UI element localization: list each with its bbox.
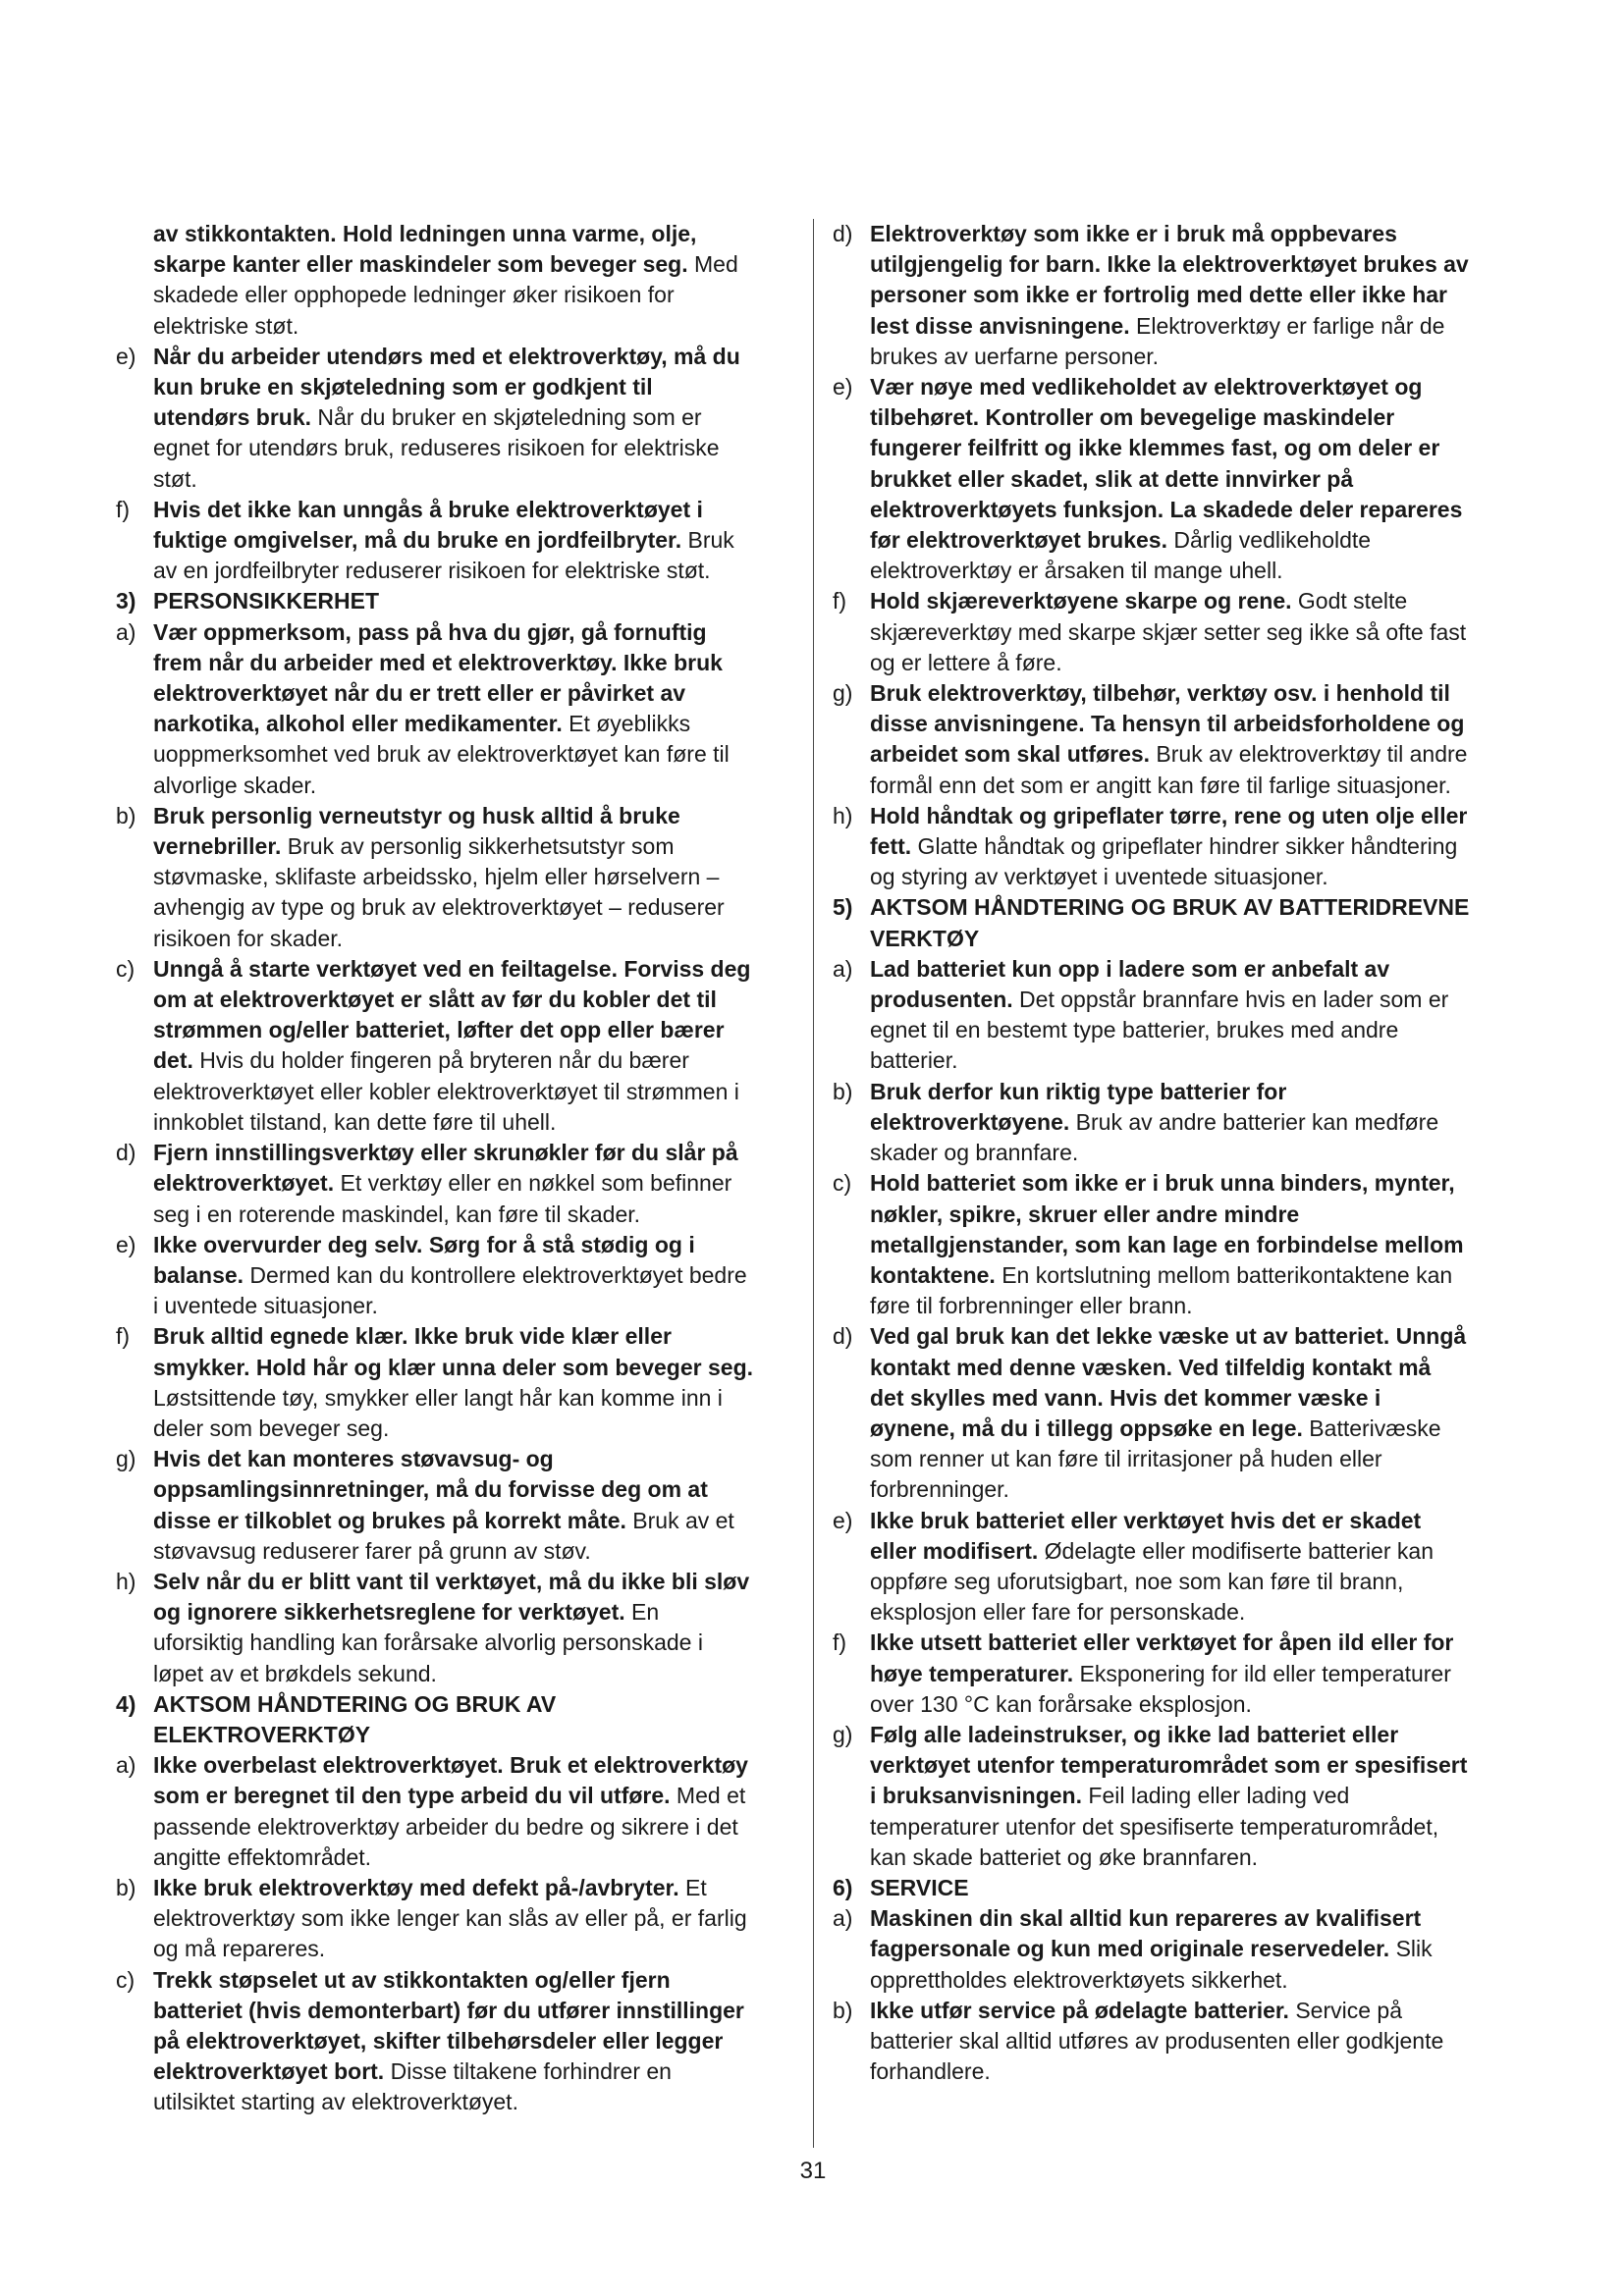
item-label: f) <box>116 496 131 522</box>
section-heading <box>833 1873 1471 1903</box>
item-bold: Maskinen din skal alltid kun repareres av kvalifisert fagpersonale og kun med originale reservedeler. <box>870 1905 1422 1962</box>
item-bold: Hold håndtak og gripeflater tørre, rene og uten olje eller fett. <box>870 802 1468 860</box>
list-item <box>833 1077 1471 1169</box>
item-label: d) <box>833 1323 853 1350</box>
item-text: Bruk av personlig sikkerhetsutstyr som støvmaske, sklifaste arbeidssko, hjelm eller hørselvern – avhengig av type og bruk av elektroverktøyet – reduserer risikoen for skader. <box>153 833 725 951</box>
item-label: b) <box>116 802 136 828</box>
item-bold: Følg alle ladeinstrukser, og ikke lad batteriet eller verktøyet utenfor temperaturområdet som er spesifisert i bruksanvisningen. <box>870 1721 1468 1809</box>
item-text: Eksponering for ild eller temperaturer over 130 °C kan forårsake eksplosjon. <box>870 1660 1451 1717</box>
item-text: Godt stelte skjæreverktøy med skarpe skjær setter seg ikke så ofte fast og er lettere å føre. <box>870 588 1467 675</box>
item-text: En kortslutning mellom batterikontaktene kan føre til forbrenninger eller brann. <box>870 1261 1453 1319</box>
item-label: a) <box>833 1905 853 1932</box>
item-bold: Bruk elektroverktøy, tilbehør, verktøy osv. i henhold til disse anvisningene. Ta hensyn til arbeidsforholdene og arbeidet som skal utføres. <box>870 680 1465 768</box>
item-label: e) <box>833 374 853 400</box>
item-label: b) <box>116 1874 136 1900</box>
item-bold: Ikke utfør service på ødelagte batterier. <box>870 1997 1289 2023</box>
list-item <box>116 1567 754 1689</box>
item-text: Feil lading eller lading ved temperaturer utenfor det spesifiserte temperaturområdet, kan skade batteriet og øke brannfaren. <box>870 1783 1439 1870</box>
item-bold: Vær nøye med vedlikeholdet av elektroverktøyet og tilbehøret. Kontroller om bevegelige maskindeler fungerer feilfritt og ikke klemmes fast, og om deler er brukket eller skadet, slik at dette innvirker på elektroverktøyets funksjon. La skadede deler repareres før elektroverktøyet brukes. <box>870 374 1463 554</box>
item-bold: Bruk personlig verneutstyr og husk alltid å bruke vernebriller. <box>153 802 680 860</box>
list-item <box>116 1230 754 1322</box>
list-item <box>833 1321 1471 1505</box>
list-item <box>116 1965 754 2118</box>
list-item <box>833 801 1471 893</box>
item-bold: Hold batteriet som ikke er i bruk unna binders, mynter, nøkler, spikre, skruer eller andre mindre metallgjenstander, som kan lage en forbindelse mellom kontaktene. <box>870 1170 1464 1288</box>
item-bold: Ikke overbelast elektroverktøyet. Bruk et elektroverktøy som er beregnet til den type arbeid du vil utføre. <box>153 1752 748 1809</box>
item-label: f) <box>116 1323 131 1350</box>
list-item <box>833 678 1471 801</box>
item-text: Ødelagte eller modifiserte batterier kan oppføre seg uforutsigbart, noe som kan føre til brann, eksplosjon eller fare for personskade. <box>870 1537 1434 1626</box>
list-item <box>833 1996 1471 2088</box>
item-text: Batterivæske som renner ut kan føre til irritasjoner på huden eller forbrenninger. <box>870 1415 1441 1503</box>
section-title: SERVICE <box>870 1874 969 1900</box>
list-item <box>116 1873 754 1965</box>
item-bold: Ikke bruk elektroverktøy med defekt på-/avbryter. <box>153 1874 679 1900</box>
list-item <box>116 1321 754 1444</box>
list-item <box>116 801 754 954</box>
list-item <box>116 342 754 495</box>
item-text: Med skadede eller opphopede ledninger øker risikoen for elektriske støt. <box>153 251 738 339</box>
item-label: a) <box>116 618 136 645</box>
list-item <box>833 219 1471 372</box>
item-text: Dårlig vedlikeholdte elektroverktøy er årsaken til mange uhell. <box>870 527 1372 584</box>
item-bold: Ikke bruk batteriet eller verktøyet hvis det er skadet eller modifisert. <box>870 1507 1422 1564</box>
item-text: Glatte håndtak og gripeflater hindrer sikker håndtering og styring av verktøyet i uventede situasjoner. <box>870 833 1458 890</box>
section-heading <box>116 586 754 616</box>
list-item <box>833 1168 1471 1321</box>
item-bold: Fjern innstillingsverktøy eller skrunøkler før du slår på elektroverktøyet. <box>153 1140 738 1197</box>
list-item <box>116 1138 754 1230</box>
item-bold: Ikke utsett batteriet eller verktøyet for åpen ild eller for høye temperaturer. <box>870 1629 1454 1686</box>
section-heading <box>116 1689 754 1750</box>
item-label: e) <box>116 343 136 369</box>
item-label: c) <box>833 1170 852 1197</box>
item-text: Det oppstår brannfare hvis en lader som er egnet til en bestemt type batterier, brukes med andre batterier. <box>870 987 1449 1074</box>
item-bold: Unngå å starte verktøyet ved en feiltagelse. Forviss deg om at elektroverktøyet er slått av før du kobler det til strømmen og/eller batteriet, løfter det opp eller bærer det. <box>153 955 751 1074</box>
item-text: Et verktøy eller en nøkkel som befinner seg i en roterende maskindel, kan føre til skader. <box>153 1170 732 1227</box>
item-label: e) <box>116 1231 136 1257</box>
item-text: Bruk av elektroverktøy til andre formål enn det som er angitt kan føre til farlige situasjoner. <box>870 741 1468 798</box>
section-title: AKTSOM HÅNDTERING OG BRUK AV ELEKTROVERKTØY <box>153 1690 557 1747</box>
item-text: Slik opprettholdes elektroverktøyets sikkerhet. <box>870 1936 1433 1993</box>
item-text: Service på batterier skal alltid utføres av produsenten eller godkjente forhandlere. <box>870 1997 1444 2085</box>
item-bold: Elektroverktøy som ikke er i bruk må oppbevares utilgjengelig for barn. Ikke la elektroverktøyet brukes av personer som ikke er fortrolig med dette eller ikke har lest disse anvisningene. <box>870 221 1469 339</box>
item-bold: Trekk støpselet ut av stikkontakten og/eller fjern batteriet (hvis demonterbart) før du utfører innstillinger på elektroverktøyet, skifter tilbehørsdeler eller legger elektroverktøyet bort. <box>153 1966 744 2085</box>
item-label: h) <box>833 802 853 828</box>
item-text: Når du bruker en skjøteledning som er egnet for utendørs bruk, reduseres risikoen for elektriske støt. <box>153 404 720 492</box>
item-bold: Når du arbeider utendørs med et elektroverktøy, må du kun bruke en skjøteledning som er godkjent til utendørs bruk. <box>153 343 740 431</box>
item-bold: Ved gal bruk kan det lekke væske ut av batteriet. Unngå kontakt med denne væsken. Ved tilfeldig kontakt må det skylles med vann. Hvis det kommer væske i øynene, må du i tillegg oppsøke en lege. <box>870 1323 1467 1441</box>
item-label: c) <box>116 1966 135 1993</box>
item-label: g) <box>833 680 853 707</box>
list-item <box>116 1750 754 1873</box>
list-item <box>833 372 1471 586</box>
list-item <box>833 1506 1471 1629</box>
item-text: Løstsittende tøy, smykker eller langt hår kan komme inn i deler som beveger seg. <box>153 1384 723 1441</box>
section-heading <box>833 892 1471 953</box>
item-label: g) <box>116 1446 136 1472</box>
section-number: 4) <box>116 1690 136 1717</box>
item-label: b) <box>833 1997 853 2023</box>
item-label: d) <box>116 1140 136 1166</box>
list-item <box>116 495 754 587</box>
item-label: a) <box>833 955 853 982</box>
item-text: Dermed kan du kontrollere elektroverktøyet bedre i uventede situasjoner. <box>153 1261 747 1319</box>
item-label: e) <box>833 1507 853 1533</box>
list-item <box>116 954 754 1138</box>
item-text: Et øyeblikks uoppmerksomhet ved bruk av elektroverktøyet kan føre til alvorlige skader. <box>153 711 730 798</box>
section-number: 3) <box>116 588 136 614</box>
item-bold: Hold skjæreverktøyene skarpe og rene. <box>870 588 1292 614</box>
item-bold: Hvis det kan monteres støvavsug- og oppsamlingsinnretninger, må du forvisse deg om at disse er tilkoblet og brukes på korrekt måte. <box>153 1446 708 1533</box>
item-bold: Selv når du er blitt vant til verktøyet, må du ikke bli sløv og ignorere sikkerhetsreglene for verktøyet. <box>153 1568 750 1626</box>
item-text: Elektroverktøy er farlige når de brukes av uerfarne personer. <box>870 312 1445 369</box>
item-bold: Vær oppmerksom, pass på hva du gjør, gå fornuftig frem når du arbeider med et elektroverktøy. Ikke bruk elektroverktøyet når du er trett eller er påvirket av narkotika, alkohol eller medikamenter. <box>153 618 723 737</box>
item-text: En uforsiktig handling kan forårsake alvorlig personskade i løpet av et brøkdels sekund. <box>153 1599 703 1686</box>
item-text: Bruk av en jordfeilbryter reduserer risikoen for elektriske støt. <box>153 527 734 584</box>
item-label: g) <box>833 1721 853 1747</box>
item-label: c) <box>116 955 135 982</box>
list-item <box>833 586 1471 678</box>
list-item <box>833 1720 1471 1873</box>
item-bold: av stikkontakten. Hold ledningen unna varme, olje, skarpe kanter eller maskindeler som beveger seg. <box>153 221 697 278</box>
list-item <box>116 617 754 801</box>
item-label: f) <box>833 588 847 614</box>
column-divider <box>813 219 814 2148</box>
page-number: 31 <box>799 2158 827 2184</box>
item-label: a) <box>116 1752 136 1779</box>
item-bold: Bruk alltid egnede klær. Ikke bruk vide klær eller smykker. Hold hår og klær unna deler som beveger seg. <box>153 1323 754 1380</box>
item-text: Et elektroverktøy som ikke lenger kan slås av eller på, er farlig og må repareres. <box>153 1874 747 1962</box>
item-text: Med et passende elektroverktøy arbeider du bedre og sikrere i det angitte effektområdet. <box>153 1783 746 1870</box>
section-number: 6) <box>833 1874 853 1900</box>
list-item <box>833 954 1471 1077</box>
item-bold: Hvis det ikke kan unngås å bruke elektroverktøyet i fuktige omgivelser, må du bruke en jordfeilbryter. <box>153 496 703 554</box>
item-text: Disse tiltakene forhindrer en utilsiktet starting av elektroverktøyet. <box>153 2058 672 2115</box>
item-label: h) <box>116 1568 136 1594</box>
item-bold: Ikke overvurder deg selv. Sørg for å stå stødig og i balanse. <box>153 1231 695 1288</box>
item-bold: Bruk derfor kun riktig type batterier for elektroverktøyene. <box>870 1078 1287 1135</box>
left-column <box>116 219 754 2118</box>
section-number: 5) <box>833 894 853 921</box>
section-title: PERSONSIKKERHET <box>153 588 380 614</box>
section-title: AKTSOM HÅNDTERING OG BRUK AV BATTERIDREVNE VERKTØY <box>870 894 1470 951</box>
right-column <box>833 219 1471 2087</box>
item-text: Bruk av et støvavsug reduserer farer på grunn av støv. <box>153 1507 734 1564</box>
list-item <box>833 1628 1471 1720</box>
item-bold: Lad batteriet kun opp i ladere som er anbefalt av produsenten. <box>870 955 1390 1013</box>
item-text: Hvis du holder fingeren på bryteren når du bærer elektroverktøyet eller kobler elektroverktøyet til strømmen i innkoblet tilstand, kan dette føre til uhell. <box>153 1047 739 1135</box>
item-label: b) <box>833 1078 853 1104</box>
item-label: f) <box>833 1629 847 1656</box>
item-text: Bruk av andre batterier kan medføre skader og brannfare. <box>870 1108 1439 1166</box>
item-label: d) <box>833 221 853 246</box>
continued-item <box>116 219 754 342</box>
list-item <box>116 1444 754 1567</box>
list-item <box>833 1903 1471 1996</box>
